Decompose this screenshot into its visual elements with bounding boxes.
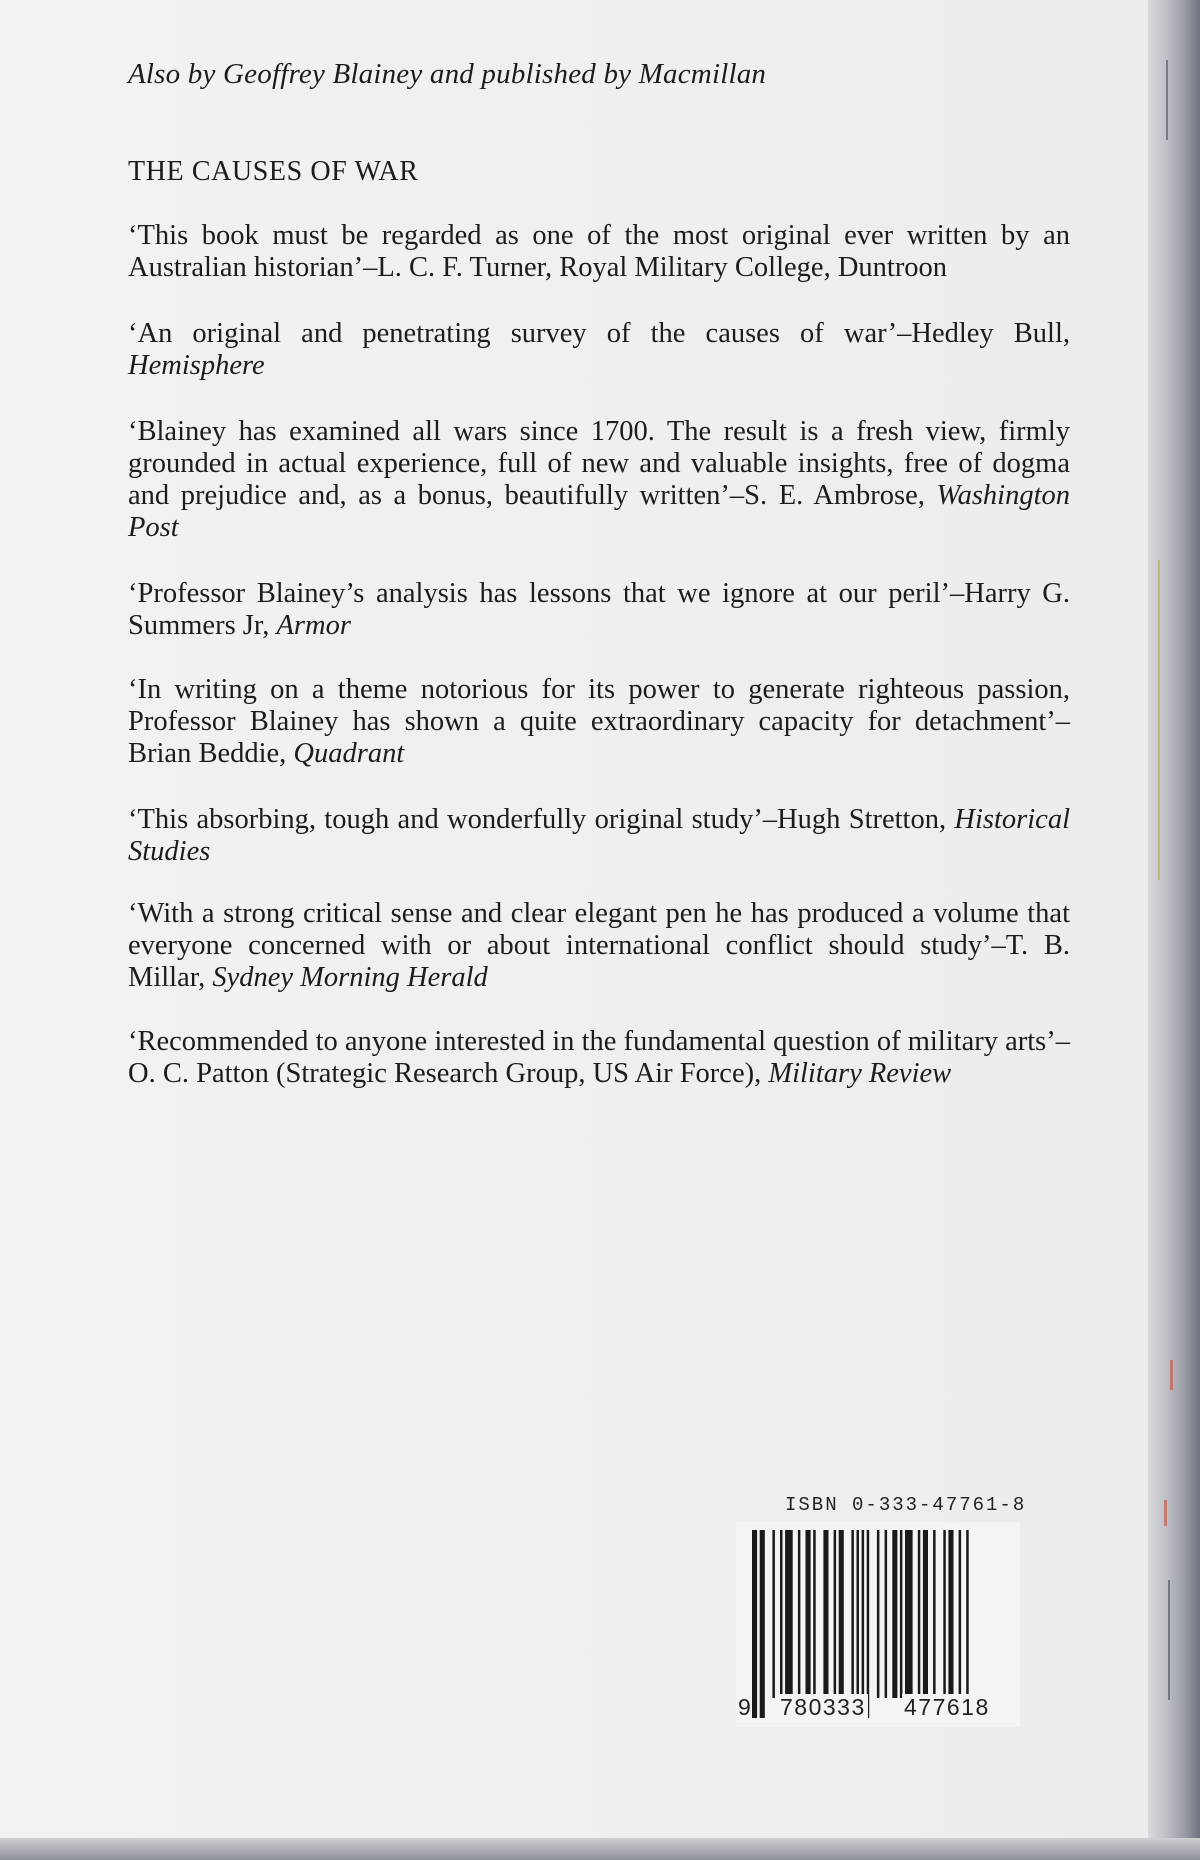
barcode-bar: [798, 1530, 801, 1698]
also-by-heading: Also by Geoffrey Blainey and published by Macmillan: [128, 58, 767, 90]
barcode-bar: [900, 1530, 903, 1698]
barcode-bar: [857, 1530, 860, 1718]
review-quote: [128, 804, 1070, 868]
review-quote: [128, 416, 1070, 544]
barcode-bar: [892, 1530, 897, 1698]
quote-text: ‘Professor Blainey’s analysis has lessons that we ignore at our peril’–Harry G. Summers Jr,: [128, 578, 1070, 641]
quote-source: Quadrant: [293, 738, 405, 769]
barcode-bar: [752, 1530, 757, 1718]
barcode-bar: [959, 1530, 962, 1698]
quote-text: ‘In writing on a theme notorious for its power to generate righteous passion, Professor Blainey has shown a quite extraordinary capacity for detachment’–Brian Beddie,: [128, 674, 1070, 769]
barcode-lead-digit: 9: [738, 1694, 751, 1720]
barcode-bar: [933, 1530, 936, 1698]
quote-source: Washington Post: [128, 480, 1071, 543]
review-quote: [128, 318, 1070, 382]
book-spine-edge: [1148, 0, 1200, 1860]
barcode-bar: [966, 1530, 969, 1718]
quote-text: ‘Blainey has examined all wars since 1700. The result is a fresh view, firmly grounded in actual experience, full of new and valuable insights, free of dogma and prejudice and, as a bonus, beautifully written’–S. E. Ambrose,: [128, 416, 1070, 511]
barcode-bar: [839, 1530, 844, 1698]
quote-source: Sydney Morning Herald: [212, 962, 488, 993]
book-bottom-edge: [0, 1838, 1200, 1860]
quote-source: Historical Studies: [128, 804, 1070, 867]
review-quote: [128, 578, 1070, 642]
barcode-bar: [905, 1530, 913, 1698]
quote-text: ‘Recommended to anyone interested in the fundamental question of military arts’–O. C. Patton (Strategic Research Group, US Air Force),: [128, 1026, 1070, 1089]
review-quote: [128, 898, 1070, 994]
quote-source: Armor: [276, 610, 351, 641]
barcode-bar: [780, 1530, 783, 1698]
barcode-digits-right: 477618: [904, 1694, 990, 1720]
barcode-bar: [867, 1530, 870, 1718]
barcode-digits-left: 780333: [780, 1694, 866, 1720]
isbn-label: ISBN 0-333-47761-8: [785, 1494, 1027, 1516]
quote-text: ‘This absorbing, tough and wonderfully original study’–Hugh Stretton,: [128, 804, 947, 835]
quote-source: Military Review: [768, 1058, 952, 1089]
barcode-bar: [877, 1530, 880, 1698]
quote-source: Hemisphere: [128, 350, 265, 381]
barcode-bar: [760, 1530, 765, 1718]
review-quote: [128, 674, 1070, 770]
barcode-bar: [834, 1530, 837, 1698]
barcode-bar: [918, 1530, 921, 1698]
book-title: THE CAUSES OF WAR: [128, 156, 419, 187]
barcode-bar: [943, 1530, 946, 1698]
review-quote: [128, 1026, 1070, 1090]
barcode-bar: [885, 1530, 888, 1698]
barcode-bar: [813, 1530, 816, 1698]
barcode-bar: [923, 1530, 928, 1698]
barcode-bar: [772, 1530, 775, 1698]
barcode-bar: [862, 1530, 865, 1718]
barcode-bar: [851, 1530, 854, 1698]
quote-text: ‘With a strong critical sense and clear elegant pen he has produced a volume that everyone concerned with or about international conflict should study’–T. B. Millar,: [128, 898, 1070, 993]
quote-text: ‘An original and penetrating survey of the causes of war’–Hedley Bull,: [128, 318, 1070, 349]
quote-text: ‘This book must be regarded as one of the most original ever written by an Australian historian’–L. C. F. Turner, Royal Military College, Duntroon: [128, 220, 1070, 283]
barcode-bar: [785, 1530, 793, 1698]
barcode-bar: [806, 1530, 811, 1698]
barcode-bar: [948, 1530, 953, 1698]
review-quote: [128, 220, 1070, 284]
barcode-bar: [823, 1530, 828, 1698]
